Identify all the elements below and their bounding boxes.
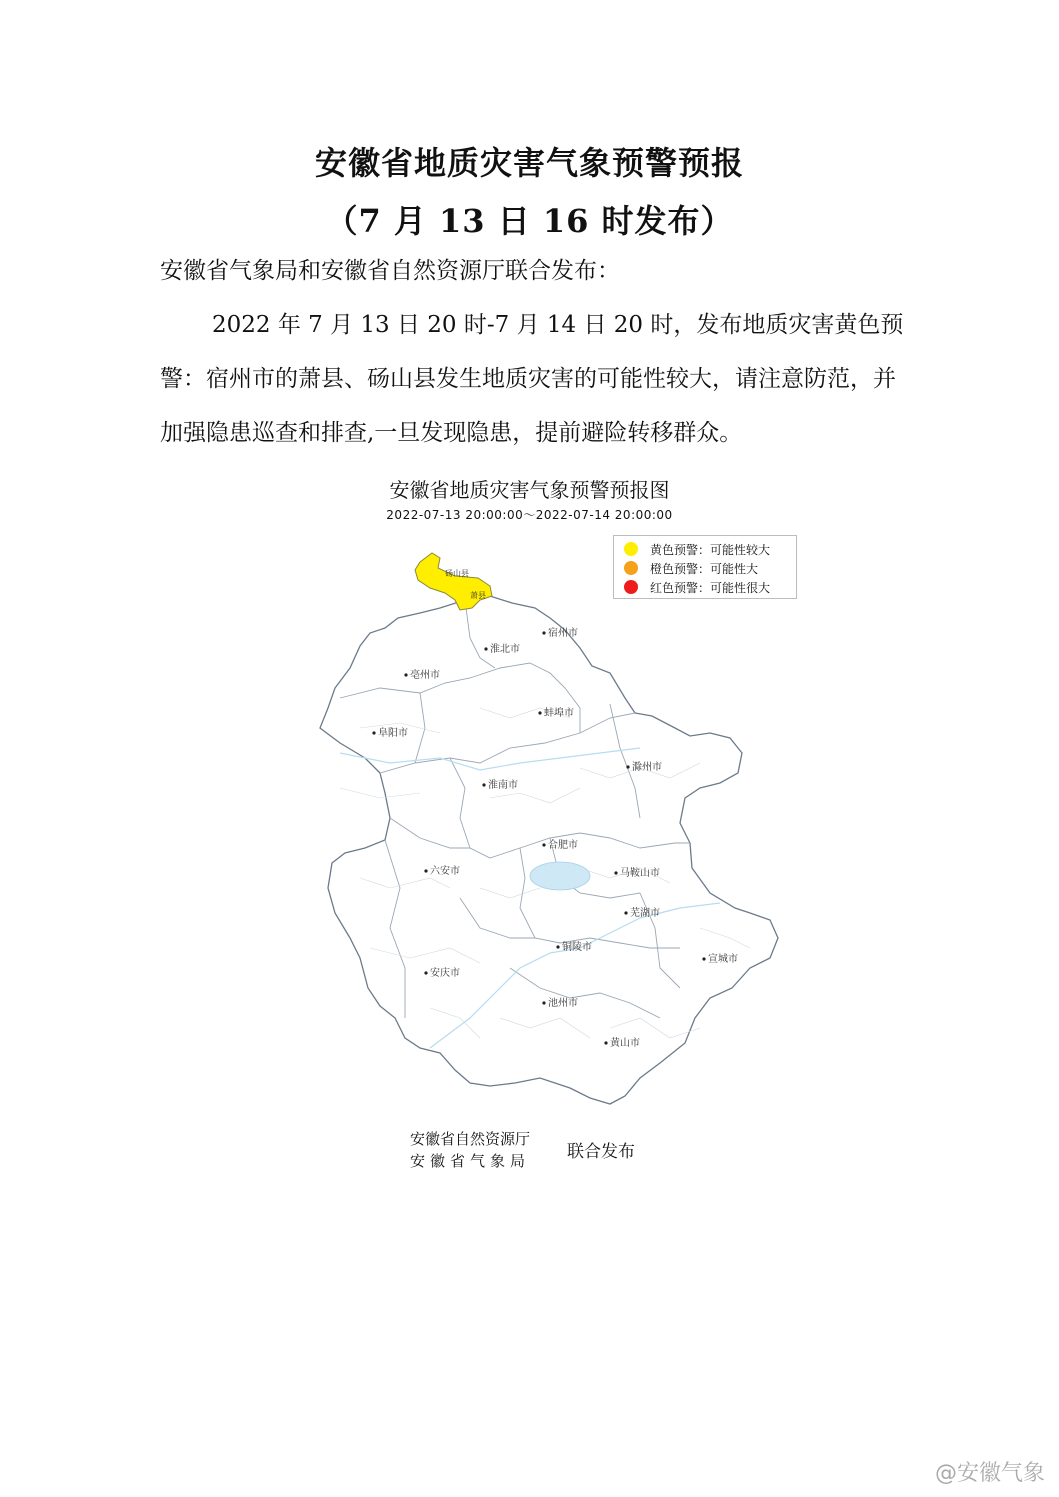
city-label: 六安市: [430, 866, 460, 877]
city-marker: [614, 871, 617, 874]
city-marker: [604, 1041, 607, 1044]
city-label: 黄山市: [610, 1038, 640, 1049]
city-label: 淮北市: [490, 644, 520, 655]
map-title: 安徽省地质灾害气象预警预报图: [389, 478, 670, 502]
province-map-svg: [280, 548, 790, 1108]
footer-dept-meteorology: 安徽省气象局: [410, 1152, 531, 1170]
city-label: 安庆市: [430, 968, 460, 979]
footer-dept-natural-resources: 安徽省自然资源厅: [410, 1130, 531, 1148]
city-marker: [424, 869, 427, 872]
legend-item-yellow: [624, 540, 770, 558]
city-label: 蚌埠市: [544, 708, 574, 719]
city-marker: [542, 843, 545, 846]
map-legend: [613, 535, 797, 599]
city-marker: [484, 647, 487, 650]
weibo-watermark: @安徽气象: [934, 1461, 1045, 1486]
city-label: 池州市: [548, 998, 578, 1009]
city-label: 阜阳市: [378, 728, 408, 739]
city-label: 亳州市: [410, 670, 440, 681]
red-dot-icon: [624, 580, 638, 594]
yellow-dot-icon: [624, 542, 638, 556]
legend-item-orange: [624, 559, 758, 577]
legend-item-red: [624, 578, 770, 596]
orange-dot-icon: [624, 561, 638, 575]
city-marker: [626, 765, 629, 768]
city-label: 合肥市: [548, 840, 578, 851]
legend-label: 黄色预警：可能性较大: [650, 542, 771, 557]
map-time-range: 2022-07-13 20:00:00～2022-07-14 20:00:00: [386, 508, 673, 522]
chaohu-lake: [530, 862, 590, 890]
city-marker: [424, 971, 427, 974]
city-marker: [556, 945, 559, 948]
warning-area-label: 萧县: [470, 591, 486, 600]
page-subtitle: （7 月 13 日 16 时发布）: [325, 202, 734, 240]
city-marker: [542, 631, 545, 634]
city-marker: [624, 911, 627, 914]
city-marker: [372, 731, 375, 734]
city-label: 铜陵市: [562, 942, 592, 953]
footer-departments: [410, 1128, 530, 1172]
city-marker: [482, 783, 485, 786]
city-marker: [702, 957, 705, 960]
city-marker: [404, 673, 407, 676]
warning-body-text: 2022 年 7 月 13 日 20 时-7 月 14 日 20 时，发布地质灾害黄色预警：宿州市的萧县、砀山县发生地质灾害的可能性较大，请注意防范，并加强隐患巡查和排查,一旦发现隐患，提前避险转移群众。: [160, 312, 904, 446]
intro-text: 安徽省气象局和安徽省自然资源厅联合发布：: [160, 258, 620, 284]
anhui-map: [280, 548, 790, 1108]
page-title: 安徽省地质灾害气象预警预报: [314, 144, 744, 182]
warning-area-label: 砀山县: [445, 569, 469, 578]
city-label: 马鞍山市: [620, 868, 660, 879]
footer-joint-release: 联合发布: [567, 1142, 635, 1162]
city-label: 宣城市: [708, 954, 738, 965]
legend-label: 橙色预警：可能性大: [650, 561, 759, 576]
city-label: 滁州市: [632, 762, 662, 773]
city-label: 芜湖市: [630, 908, 660, 919]
city-label: 宿州市: [548, 628, 578, 639]
city-label: 淮南市: [488, 780, 518, 791]
legend-label: 红色预警：可能性很大: [650, 580, 771, 595]
city-marker: [542, 1001, 545, 1004]
city-marker: [538, 711, 541, 714]
